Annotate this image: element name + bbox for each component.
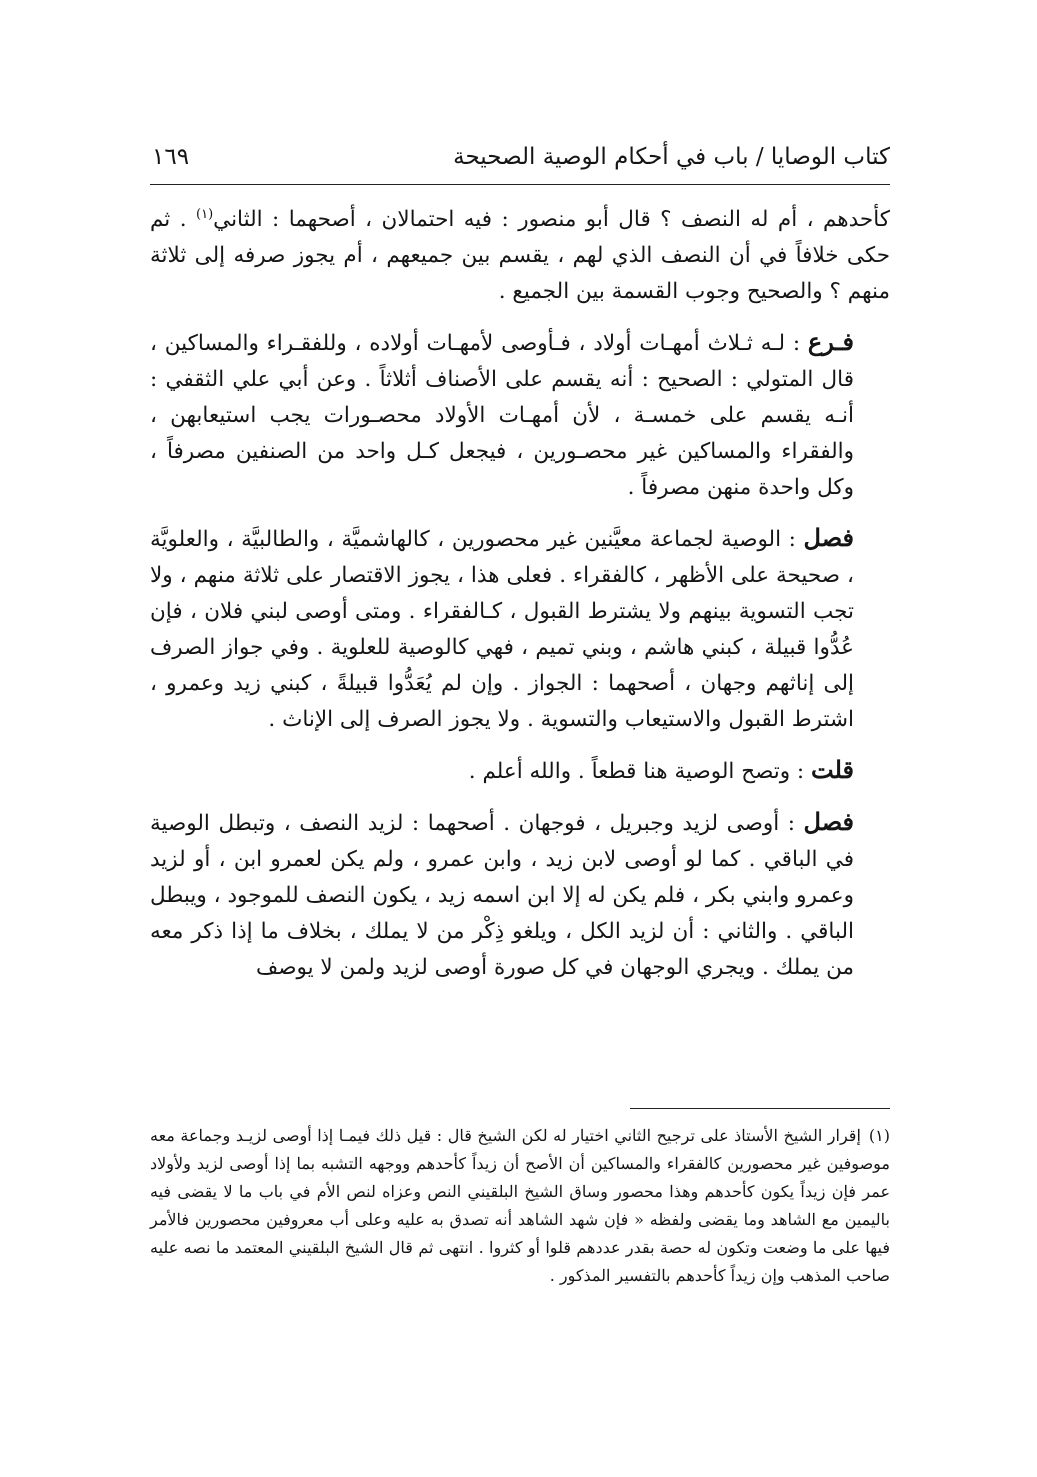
book-page	[150, 140, 890, 1370]
footnote-reference: (١)	[196, 206, 214, 222]
paragraph-far-text: : لـه ثـلاث أمهـات أولاد ، فـأوصى لأمهـات أولاده ، وللفقـراء والمساكين ، قال المتولي : الصحيح : أنه يقسم على الأصناف أثلاثاً . وعن أبي علي الثقفي : أنـه يقسم على خمسـة ، لأن أمهـات الأولاد محصـورات يجب استيعابهن ، والفقراء والمساكين غير محصـورين ، فيجعل كـل واحد من الصنفين مصرفاً ، وكل واحدة منهن مصرفاً .	[150, 331, 854, 500]
paragraph-fasl-1	[150, 520, 890, 738]
running-title: كتاب الوصايا / باب في أحكام الوصية الصحيحة	[453, 144, 890, 170]
paragraph-fasl-1-text: : الوصية لجماعة معيَّنين غير محصورين ، كالهاشميَّة ، والطالبيَّة ، والعلويَّة ، صحيحة على الأظهر ، كالفقراء . فعلى هذا ، يجوز الاقتصار على ثلاثة منهم ، ولا تجب التسوية بينهم ولا يشترط القبول ، كـالفقراء . ومتى أوصى لبني فلان ، فإن عُدُّوا قبيلة ، كبني هاشم ، وبني تميم ، فهي كالوصية للعلوية . وفي جواز الصرف إلى إناثهم وجهان ، أصحهما : الجواز . وإن لم يُعَدُّوا قبيلةً ، كبني زيد وعمرو ، اشترط القبول والاستيعاب والتسوية . ولا يجوز الصرف إلى الإناث .	[150, 527, 854, 732]
footnote-marker: (١)	[868, 1126, 890, 1145]
paragraph-lead-fasl-1: فصل	[803, 523, 854, 552]
page-header	[150, 140, 890, 185]
paragraph-1	[150, 202, 890, 310]
paragraph-qultu	[150, 752, 890, 790]
paragraph-lead-far: فـرع	[807, 327, 854, 356]
footnote-separator	[630, 1108, 890, 1109]
page-number: ١٦٩	[152, 144, 190, 170]
main-text	[150, 202, 890, 1000]
paragraph-lead-qultu: قلت	[811, 755, 854, 784]
footnotes	[150, 1122, 890, 1290]
paragraph-lead-fasl-2: فصل	[803, 807, 854, 836]
paragraph-qultu-text: : وتصح الوصية هنا قطعاً . والله أعلم .	[468, 759, 812, 784]
paragraph-fasl-2-text: : أوصى لزيد وجبريل ، فوجهان . أصحهما : لزيد النصف ، وتبطل الوصية في الباقي . كما لو أوصى لابن زيد ، وابن عمرو ، ولم يكن لعمرو ابن ، أو لزيد وعمرو وابني بكر ، فلم يكن له إلا ابن اسمه زيد ، يكون النصف للموجود ، ويبطل الباقي . والثاني : أن لزيد الكل ، ويلغو ذِكْر من لا يملك ، بخلاف ما إذا ذكر معه من يملك . ويجري الوجهان في كل صورة أوصى لزيد ولمن لا يوصف	[150, 811, 854, 980]
paragraph-fasl-2	[150, 804, 890, 986]
paragraph-far	[150, 324, 890, 506]
footnote-text: إقرار الشيخ الأستاذ على ترجيح الثاني اختيار له لكن الشيخ قال : قيل ذلك فيمـا إذا أوصى لزيـد وجماعة معه موصوفين غير محصورين كالفقراء والمساكين أن الأصح أن زيداً كأحدهم ووجهه التشبه بما إذا أوصى لزيد ولأولاد عمر فإن زيداً يكون كأحدهم وهذا محصور وساق الشيخ البلقيني النص وعزاه لنص الأم في باب ما لا يقضى فيه باليمين مع الشاهد وما يقضى ولفظه « فإن شهد الشاهد أنه تصدق به عليه وعلى أب معروفين محصورين فالأمر فيها على ما وضعت وتكون له حصة بقدر عددهم قلوا أو كثروا . انتهى ثم قال الشيخ البلقيني المعتمد ما نصه عليه صاحب المذهب وإن زيداً كأحدهم بالتفسير المذكور .	[150, 1126, 891, 1285]
paragraph-1-text: كأحدهم ، أم له النصف ؟ قال أبو منصور : فيه احتمالان ، أصحهما : الثاني	[213, 207, 890, 232]
paragraph-1-tail: . ثم حكى خلافاً في أن النصف الذي لهم ، يقسم بين جميعهم ، أم يجوز صرفه إلى ثلاثة منهم ؟ والصحيح وجوب القسمة بين الجميع .	[150, 207, 890, 304]
